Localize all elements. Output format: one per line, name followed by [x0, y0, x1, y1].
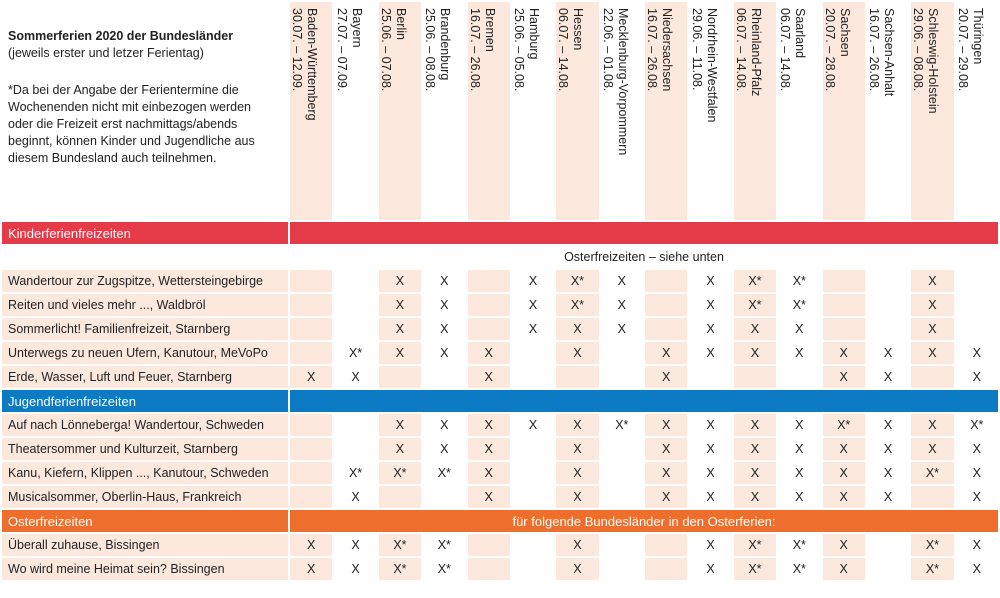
state-header	[334, 2, 376, 220]
cell-mark: X	[734, 462, 776, 484]
cell-mark: X	[468, 342, 510, 364]
cell-mark: X	[823, 438, 865, 460]
cell-mark: X	[956, 558, 998, 580]
state-dates: 16.07. – 26.08.	[467, 8, 482, 92]
table-row	[2, 534, 998, 556]
row-label: Unterwegs zu neuen Ufern, Kanutour, MeVoPo	[2, 342, 288, 364]
cell-mark: X*	[423, 462, 465, 484]
cell-mark	[512, 438, 554, 460]
cell-mark	[468, 558, 510, 580]
cell-mark: X*	[379, 462, 421, 484]
cell-mark	[468, 318, 510, 340]
cell-mark	[867, 294, 909, 316]
cell-mark	[601, 558, 643, 580]
cell-mark	[334, 438, 376, 460]
cell-mark	[823, 270, 865, 292]
cell-mark	[645, 270, 687, 292]
row-label: Wo wird meine Heimat sein? Bissingen	[2, 558, 288, 580]
state-header-text	[467, 8, 497, 91]
state-header-text	[378, 8, 408, 91]
state-dates: 25.06. – 05.08.	[512, 8, 527, 92]
state-header	[468, 2, 510, 220]
state-dates: 27.07. – 07.09.	[334, 8, 349, 92]
cell-mark: X*	[423, 558, 465, 580]
cell-mark: X	[290, 534, 332, 556]
cell-mark	[601, 342, 643, 364]
cell-mark	[334, 318, 376, 340]
cell-mark	[334, 414, 376, 436]
state-header-text	[689, 8, 719, 122]
cell-mark: X	[956, 438, 998, 460]
cell-mark: X	[689, 294, 731, 316]
cell-mark	[867, 270, 909, 292]
table-row	[2, 318, 998, 340]
cell-mark	[867, 558, 909, 580]
cell-mark	[512, 534, 554, 556]
state-header	[512, 2, 554, 220]
cell-mark: X	[512, 294, 554, 316]
cell-mark: X	[512, 318, 554, 340]
cell-mark	[468, 294, 510, 316]
cell-mark: X	[379, 438, 421, 460]
state-dates: 22.06. – 01.08.	[600, 8, 615, 92]
state-header	[823, 2, 865, 220]
state-header-text	[334, 8, 364, 91]
cell-mark	[512, 342, 554, 364]
cell-mark	[334, 270, 376, 292]
cell-mark: X	[468, 438, 510, 460]
cell-mark: X	[423, 414, 465, 436]
table-row	[2, 486, 998, 508]
state-name: Schleswig-Holstein	[926, 8, 941, 114]
state-name: Mecklenburg-Vorpommern	[615, 8, 630, 156]
section-name: Osterfreizeiten	[2, 510, 288, 532]
table-row	[2, 342, 998, 364]
cell-mark: X	[556, 558, 598, 580]
cell-mark: X	[379, 414, 421, 436]
cell-mark	[423, 366, 465, 388]
state-header	[956, 2, 998, 220]
cell-mark	[290, 414, 332, 436]
cell-mark: X	[290, 366, 332, 388]
cell-mark: X	[468, 486, 510, 508]
cell-mark	[290, 342, 332, 364]
cell-mark: X	[911, 294, 953, 316]
state-dates: 29.06. – 11.08.	[689, 8, 704, 91]
cell-mark	[556, 366, 598, 388]
cell-mark: X	[911, 342, 953, 364]
state-header-text	[777, 8, 807, 91]
state-dates: 20.07. – 29.08.	[955, 8, 970, 92]
cell-mark: X	[556, 342, 598, 364]
cell-mark	[512, 366, 554, 388]
cell-mark: X	[556, 414, 598, 436]
section-header-text	[290, 222, 998, 244]
table-row	[2, 462, 998, 484]
cell-mark: X	[911, 270, 953, 292]
cell-mark: X*	[956, 414, 998, 436]
cell-mark: X	[512, 414, 554, 436]
cell-mark: X*	[734, 558, 776, 580]
page-title: Sommerferien 2020 der Bundesländer	[8, 29, 234, 43]
state-name: Saarland	[793, 8, 808, 59]
cell-mark: X	[645, 438, 687, 460]
state-header	[778, 2, 820, 220]
cell-mark: X	[334, 558, 376, 580]
cell-mark	[468, 270, 510, 292]
cell-mark: X*	[911, 558, 953, 580]
cell-mark: X*	[556, 270, 598, 292]
cell-mark	[423, 486, 465, 508]
table-row	[2, 558, 998, 580]
state-header	[645, 2, 687, 220]
cell-mark	[645, 558, 687, 580]
state-name: Sachsen	[837, 8, 852, 57]
cell-mark: X	[689, 486, 731, 508]
cell-mark	[956, 318, 998, 340]
state-dates: 29.06. – 08.08.	[911, 8, 926, 92]
cell-mark: X	[734, 438, 776, 460]
cell-mark: X	[334, 366, 376, 388]
state-dates: 30.07. – 12.09.	[290, 8, 305, 92]
section-header-row	[2, 510, 998, 532]
section-header-text: für folgende Bundesländer in den Osterferien:	[290, 510, 998, 532]
state-dates: 25.06. – 08.08.	[423, 8, 438, 92]
cell-mark	[823, 294, 865, 316]
row-label: Erde, Wasser, Luft und Feuer, Starnberg	[2, 366, 288, 388]
cell-mark: X*	[911, 534, 953, 556]
cell-mark: X	[778, 318, 820, 340]
cell-mark: X	[778, 414, 820, 436]
span-spacer	[2, 246, 288, 268]
state-header	[689, 2, 731, 220]
section-name: Kinderferienfreizeiten	[2, 222, 288, 244]
cell-mark	[601, 366, 643, 388]
cell-mark: X	[911, 318, 953, 340]
cell-mark	[290, 318, 332, 340]
cell-mark: X*	[734, 534, 776, 556]
cell-mark	[601, 486, 643, 508]
cell-mark: X	[468, 366, 510, 388]
cell-mark: X	[823, 366, 865, 388]
cell-mark: X	[823, 342, 865, 364]
cell-mark: X	[689, 270, 731, 292]
state-name: Bayern	[349, 8, 364, 48]
row-label: Sommerlicht! Familienfreizeit, Starnberg	[2, 318, 288, 340]
state-dates: 16.07. – 26.08.	[645, 8, 660, 92]
cell-mark: X	[645, 486, 687, 508]
cell-mark: X	[423, 270, 465, 292]
state-header-text	[822, 8, 852, 91]
cell-mark: X	[556, 438, 598, 460]
cell-mark: X	[956, 342, 998, 364]
cell-mark: X	[689, 318, 731, 340]
cell-mark	[601, 438, 643, 460]
cell-mark: X	[645, 462, 687, 484]
cell-mark: X	[423, 438, 465, 460]
cell-mark: X*	[778, 270, 820, 292]
cell-mark	[778, 366, 820, 388]
cell-mark	[956, 270, 998, 292]
cell-mark	[290, 486, 332, 508]
state-header	[867, 2, 909, 220]
cell-mark: X	[556, 486, 598, 508]
state-name: Nordrhein-Westfalen	[704, 8, 719, 123]
cell-mark: X	[823, 462, 865, 484]
cell-mark: X	[689, 462, 731, 484]
cell-mark	[379, 366, 421, 388]
cell-mark	[290, 270, 332, 292]
cell-mark: X	[379, 318, 421, 340]
row-label: Auf nach Lönneberga! Wandertour, Schweden	[2, 414, 288, 436]
cell-mark: X	[334, 534, 376, 556]
row-label: Wandertour zur Zugspitze, Wettersteingebirge	[2, 270, 288, 292]
cell-mark: X	[867, 342, 909, 364]
cell-mark: X*	[556, 294, 598, 316]
state-header	[734, 2, 776, 220]
cell-mark	[290, 294, 332, 316]
table-row	[2, 438, 998, 460]
state-name: Berlin	[393, 8, 408, 40]
cell-mark: X	[423, 294, 465, 316]
cell-mark: X	[734, 414, 776, 436]
state-name: Niedersachsen	[660, 8, 675, 92]
cell-mark: X*	[734, 294, 776, 316]
state-name: Rheinland-Pfalz	[748, 8, 763, 97]
cell-mark	[379, 486, 421, 508]
cell-mark: X*	[334, 342, 376, 364]
row-label: Musicalsommer, Oberlin-Haus, Frankreich	[2, 486, 288, 508]
row-label: Reiten und vieles mehr ..., Waldbröl	[2, 294, 288, 316]
state-header-text	[644, 8, 674, 91]
row-label: Theatersommer und Kulturzeit, Starnberg	[2, 438, 288, 460]
cell-mark: X	[601, 294, 643, 316]
cell-mark: X	[645, 414, 687, 436]
state-header-text	[910, 8, 940, 114]
state-header	[556, 2, 598, 220]
cell-mark: X	[556, 462, 598, 484]
cell-mark	[512, 558, 554, 580]
cell-mark: X	[689, 438, 731, 460]
state-header	[601, 2, 643, 220]
cell-mark: X	[689, 414, 731, 436]
cell-mark	[290, 438, 332, 460]
section-header-row	[2, 390, 998, 412]
cell-mark: X	[290, 558, 332, 580]
cell-mark	[911, 366, 953, 388]
state-header-text	[955, 8, 985, 91]
cell-mark: X	[778, 486, 820, 508]
cell-mark: X	[423, 342, 465, 364]
state-header-text	[866, 8, 896, 96]
cell-mark	[512, 486, 554, 508]
table-row	[2, 414, 998, 436]
cell-mark: X	[734, 486, 776, 508]
cell-mark	[734, 366, 776, 388]
cell-mark	[823, 318, 865, 340]
section-header-text	[290, 390, 998, 412]
cell-mark: X	[334, 486, 376, 508]
cell-mark	[512, 462, 554, 484]
cell-mark: X	[778, 342, 820, 364]
cell-mark: X	[379, 270, 421, 292]
cell-mark: X*	[334, 462, 376, 484]
cell-mark: X*	[379, 558, 421, 580]
section-name: Jugendferienfreizeiten	[2, 390, 288, 412]
cell-mark: X	[512, 270, 554, 292]
state-dates: 06.07. – 14.08.	[733, 8, 748, 92]
cell-mark	[689, 366, 731, 388]
cell-mark: X	[823, 534, 865, 556]
table-row	[2, 270, 998, 292]
cell-mark: X*	[778, 294, 820, 316]
cell-mark: X	[734, 318, 776, 340]
state-header-text	[422, 8, 452, 91]
state-header	[290, 2, 332, 220]
state-dates: 20.07. – 28.08.	[822, 8, 837, 92]
state-dates: 25.06. – 07.08.	[378, 8, 393, 92]
page-subtitle: (jeweils erster und letzer Ferientag)	[8, 46, 204, 60]
state-name: Thüringen	[970, 8, 985, 65]
cell-mark: X	[867, 414, 909, 436]
cell-mark	[601, 534, 643, 556]
cell-mark: X*	[911, 462, 953, 484]
row-label: Überall zuhause, Bissingen	[2, 534, 288, 556]
row-label: Kanu, Kiefern, Klippen ..., Kanutour, Schweden	[2, 462, 288, 484]
state-header-text	[555, 8, 585, 91]
cell-mark: X	[601, 318, 643, 340]
cell-mark: X*	[601, 414, 643, 436]
cell-mark: X	[867, 462, 909, 484]
header-spacer	[2, 2, 288, 220]
state-dates: 06.07. – 14.08.	[778, 8, 793, 92]
state-name: Sachsen-Anhalt	[882, 8, 897, 97]
cell-mark	[645, 534, 687, 556]
cell-mark: X	[956, 462, 998, 484]
cell-mark: X	[911, 414, 953, 436]
cell-mark: X	[556, 318, 598, 340]
cell-mark	[645, 294, 687, 316]
cell-mark	[911, 486, 953, 508]
cell-mark: X	[956, 486, 998, 508]
cell-mark: X*	[778, 558, 820, 580]
cell-mark: X*	[423, 534, 465, 556]
cell-mark	[290, 462, 332, 484]
cell-mark: X	[689, 558, 731, 580]
cell-mark	[334, 294, 376, 316]
state-dates: 16.07. – 26.08.	[867, 8, 882, 92]
state-header-text	[733, 8, 763, 96]
cell-mark: X	[689, 342, 731, 364]
state-header-row	[2, 2, 998, 220]
state-name: Bremen	[482, 8, 497, 52]
state-name: Hamburg	[527, 8, 542, 60]
cell-mark	[867, 534, 909, 556]
cell-mark: X	[956, 366, 998, 388]
cell-mark: X*	[379, 534, 421, 556]
table-row	[2, 366, 998, 388]
cell-mark: X	[689, 534, 731, 556]
cell-mark: X	[867, 486, 909, 508]
cell-mark: X*	[734, 270, 776, 292]
cell-mark	[601, 462, 643, 484]
span-note: Osterfreizeiten – siehe unten	[290, 246, 998, 268]
span-note-row	[2, 246, 998, 268]
cell-mark: X	[823, 486, 865, 508]
table-row	[2, 294, 998, 316]
cell-mark: X	[468, 414, 510, 436]
cell-mark: X*	[778, 534, 820, 556]
cell-mark: X	[823, 558, 865, 580]
cell-mark: X	[911, 438, 953, 460]
state-header	[379, 2, 421, 220]
cell-mark: X	[601, 270, 643, 292]
cell-mark: X	[778, 438, 820, 460]
cell-mark	[645, 318, 687, 340]
footnote: *Da bei der Angabe der Ferientermine die Wochenenden nicht mit einbezogen werden oder die Freizeit erst nachmittags/abends beginnt, können Kinder und Jugendliche aus diesem Bundesland auch teilnehmen.	[8, 83, 255, 165]
cell-mark: X*	[823, 414, 865, 436]
state-header-text	[511, 8, 541, 91]
cell-mark: X	[379, 294, 421, 316]
cell-mark	[956, 294, 998, 316]
section-header-row	[2, 222, 998, 244]
state-name: Brandenburg	[438, 8, 453, 81]
state-header-text	[600, 8, 630, 155]
state-name: Hessen	[571, 8, 586, 51]
cell-mark: X	[423, 318, 465, 340]
cell-mark: X	[956, 534, 998, 556]
cell-mark: X	[645, 366, 687, 388]
cell-mark	[468, 534, 510, 556]
cell-mark	[867, 318, 909, 340]
cell-mark: X	[867, 438, 909, 460]
state-dates: 06.07. – 14.08.	[556, 8, 571, 92]
cell-mark: X	[867, 366, 909, 388]
cell-mark: X	[556, 534, 598, 556]
cell-mark: X	[468, 462, 510, 484]
state-header	[423, 2, 465, 220]
state-header	[911, 2, 953, 220]
cell-mark: X	[379, 342, 421, 364]
cell-mark: X	[734, 342, 776, 364]
cell-mark: X	[778, 462, 820, 484]
cell-mark: X	[645, 342, 687, 364]
state-header-text	[289, 8, 319, 121]
state-name: Baden-Württemberg	[305, 8, 320, 121]
